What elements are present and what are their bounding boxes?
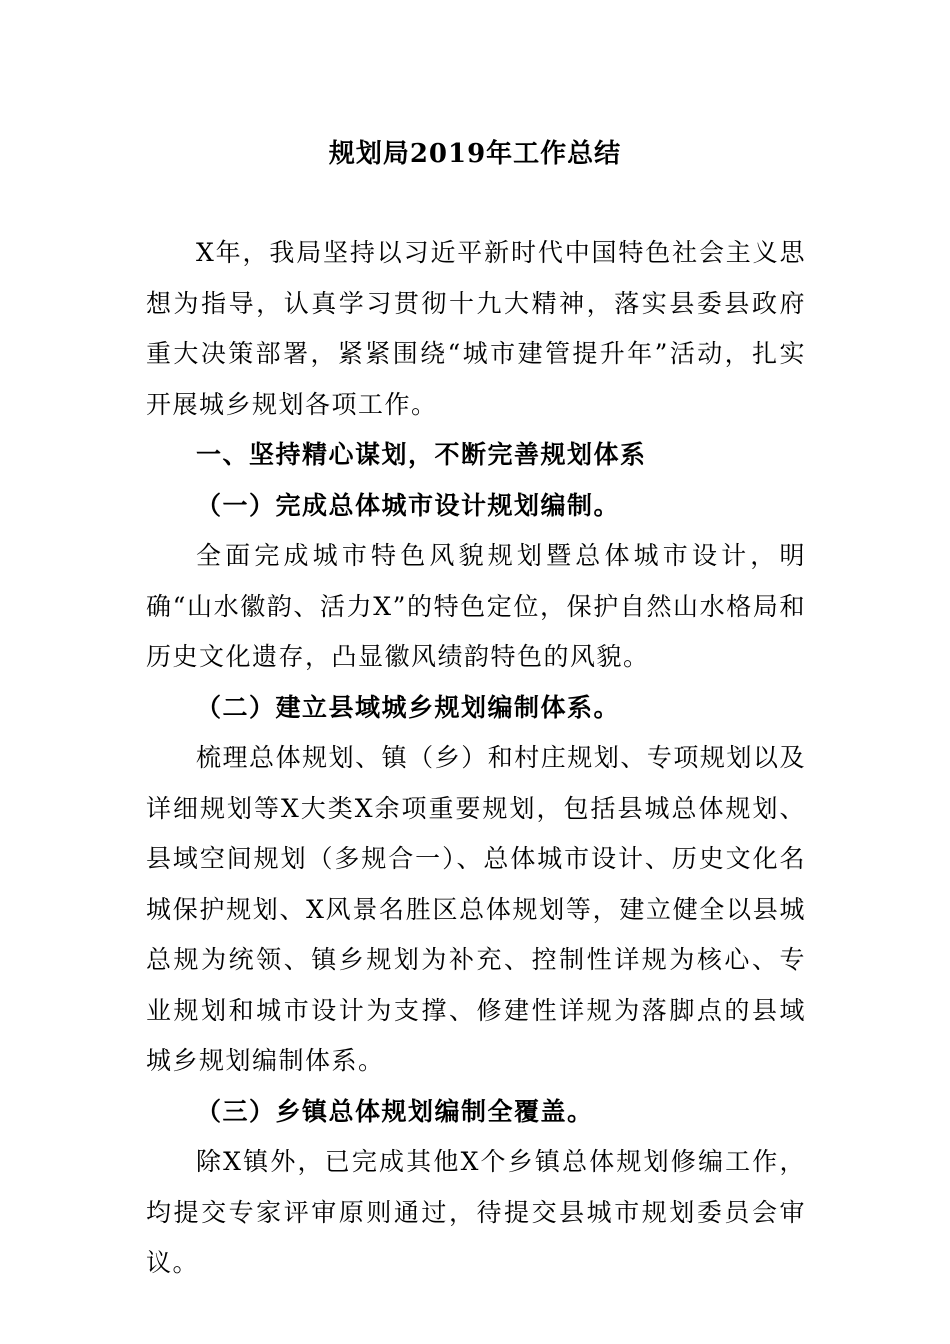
section-heading-1: 一、坚持精心谋划，不断完善规划体系 [196,440,647,469]
subsection-heading-1: （一）完成总体城市设计规划编制。 [196,490,621,520]
subsection-paragraph-2: 梳理总体规划、镇（乡）和村庄规划、专项规划以及详细规划等X大类X余项重要规划，包括县城总体规划、县域空间规划（多规合一）、总体城市设计、历史文化名城保护规划、X风景名胜区总体规划等，建立健全以县城总规为统领、镇乡规划为补充、控制性详规为核心、专业规划和城市设计为支撑、修建性详规为落脚点的县域城乡规划编制体系。 [146,743,806,1075]
intro-paragraph: X年，我局坚持以习近平新时代中国特色社会主义思想为指导，认真学习贯彻十九大精神，落实县委县政府重大决策部署，紧紧围绕“城市建管提升年”活动，扎实开展城乡规划各项工作。 [146,238,806,419]
subsection-heading-3: （三）乡镇总体规划编制全覆盖。 [196,1096,594,1126]
document-title: 规划局2019年工作总结 [328,139,622,169]
subsection-heading-2: （二）建立县域城乡规划编制体系。 [196,692,621,722]
document-body [146,228,806,1289]
subsection-paragraph-1: 全面完成城市特色风貌规划暨总体城市设计，明确“山水徽韵、活力X”的特色定位，保护自然山水格局和历史文化遗存，凸显徽风绩韵特色的风貌。 [146,541,806,671]
subsection-paragraph-3: 除X镇外，已完成其他X个乡镇总体规划修编工作，均提交专家评审原则通过，待提交县城市规划委员会审议。 [146,1147,806,1277]
